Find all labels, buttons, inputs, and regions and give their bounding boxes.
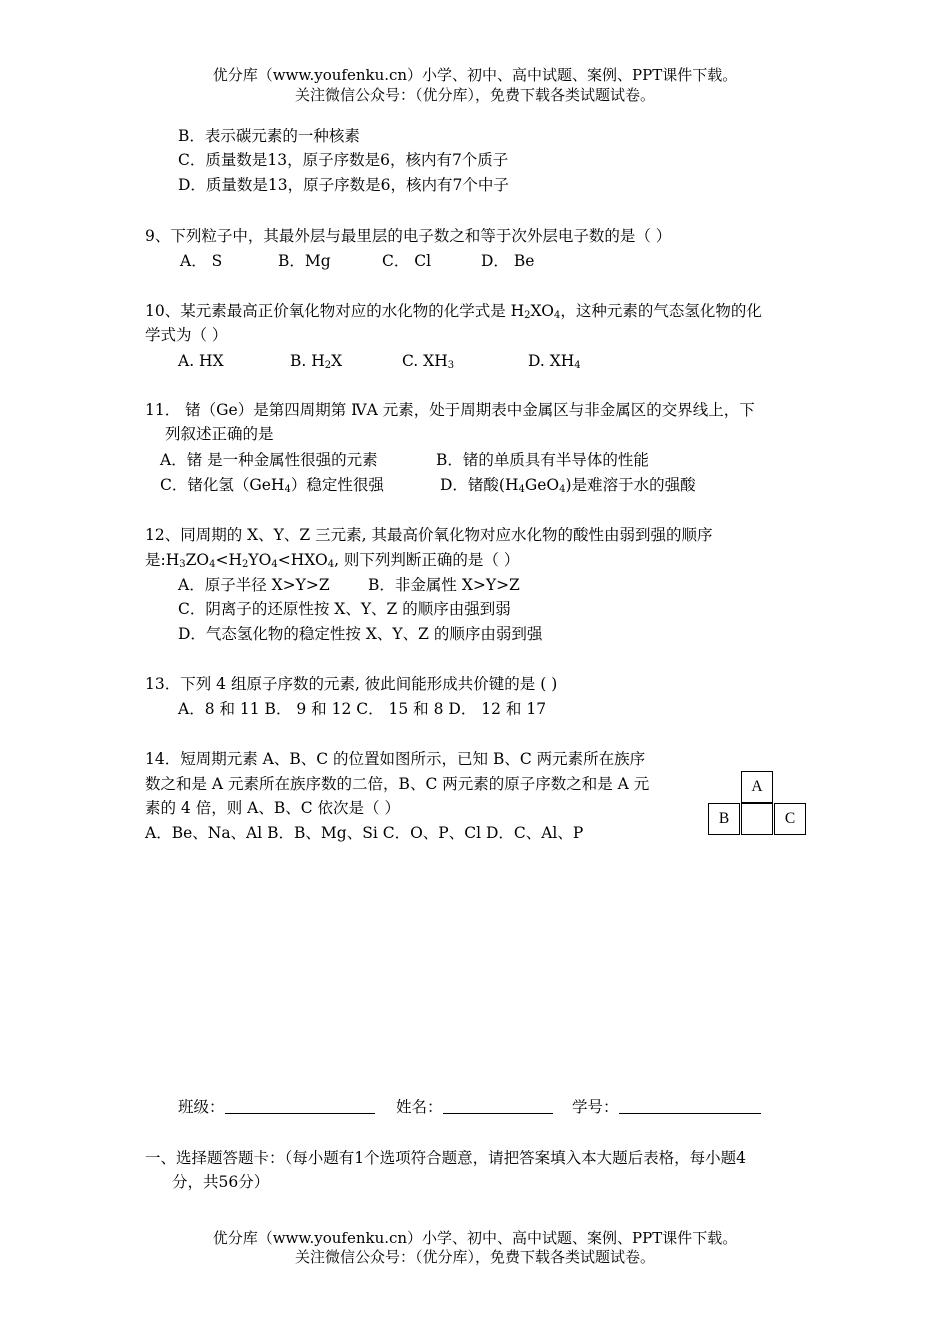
- q12-option-b: B．非金属性 X>Y>Z: [368, 576, 520, 594]
- header-line-1: 优分库（www.youfenku.cn）小学、初中、高中试题、案例、PPT课件下载。: [212, 66, 738, 84]
- table-cell-empty: [741, 803, 773, 835]
- q11-option-a: A．锗 是一种金属性很强的元素: [160, 451, 378, 469]
- q10-stem: 10、某元素最高正价氧化物对应的水化物的化学式是 $H_2XO_4$，这种元素的气态氢化物的化: [145, 302, 762, 321]
- q9-stem: 9、下列粒子中，其最外层与最里层的电子数之和等于次外层电子数的是（ ）: [145, 227, 672, 245]
- q11-stem: 11． 锗（Ge）是第四周期第 ⅣA 元素，处于周期表中金属区与非金属区的交界线上，下: [145, 401, 755, 419]
- q12-option-a: A．原子半径 X>Y>Z: [178, 576, 330, 594]
- q12-option-c: C．阴离子的还原性按 X、Y、Z 的顺序由强到弱: [178, 600, 511, 618]
- footer-line-2: 关注微信公众号：（优分库），免费下载各类试题试卷。: [294, 1248, 655, 1266]
- class-blank[interactable]: [225, 1097, 375, 1114]
- q11-option-c: C．锗化氢（GeH$_4$）稳定性很强: [160, 476, 384, 495]
- name-label: 姓名：: [396, 1098, 443, 1116]
- table-cell-c: C: [774, 803, 806, 835]
- q9-option-a: A． S: [180, 252, 223, 270]
- q9-option-d: D． Be: [481, 252, 535, 270]
- class-label: 班级：: [178, 1098, 225, 1116]
- name-blank[interactable]: [443, 1097, 553, 1114]
- q14-stem-line-3: 素的 4 倍，则 A、B、C 依次是（ ）: [145, 799, 400, 817]
- q11-option-b: B．锗的单质具有半导体的性能: [436, 451, 649, 469]
- q10-option-a: A. HX: [178, 352, 224, 370]
- table-cell-a: A: [741, 771, 773, 803]
- table-cell-b: B: [708, 803, 740, 835]
- student-id-label: 学号：: [572, 1098, 619, 1116]
- section-1-title: 一、选择题答题卡：（每小题有1个选项符合题意，请把答案填入本大题后表格，每小题4: [145, 1149, 746, 1167]
- q11-option-d: D．锗酸$(H_4GeO_4)$是难溶于水的强酸: [440, 476, 696, 495]
- q11-stem-line-2: 列叙述正确的是: [165, 425, 274, 443]
- q10-option-d: D. $XH_4$: [528, 352, 581, 371]
- student-id-field: [572, 1097, 761, 1117]
- name-field: [396, 1097, 553, 1117]
- header-line-2: 关注微信公众号：（优分库），免费下载各类试题试卷。: [294, 86, 655, 104]
- q14-stem-line-1: 14．短周期元素 A、B、C 的位置如图所示，已知 B、C 两元素所在族序: [145, 750, 646, 768]
- q13-options: A．8 和 11 B． 9 和 12 C． 15 和 8 D． 12 和 17: [178, 700, 547, 718]
- q13-stem: 13．下列 4 组原子序数的元素, 彼此间能形成共价键的是 ( ): [145, 675, 558, 693]
- q9-option-c: C． Cl: [382, 252, 432, 270]
- q12-stem-line-2: 是$:H_3ZO_4<H_2YO_4<HXO_4$, 则下列判断正确的是（ ）: [145, 551, 520, 570]
- q12-stem: 12、同周期的 X、Y、Z 三元素, 其最高价氧化物对应水化物的酸性由弱到强的顺序: [145, 526, 713, 544]
- footer-line-1: 优分库（www.youfenku.cn）小学、初中、高中试题、案例、PPT课件下载。: [212, 1229, 738, 1247]
- section-1-title-line-2: 分，共56分）: [172, 1173, 270, 1191]
- q14-stem-line-2: 数之和是 A 元素所在族序数的二倍，B、C 两元素的原子序数之和是 A 元: [145, 775, 650, 793]
- q8-option-d: D．质量数是13，原子序数是6，核内有7个中子: [178, 176, 509, 194]
- student-id-blank[interactable]: [619, 1097, 761, 1114]
- q12-option-d: D．气态氢化物的稳定性按 X、Y、Z 的顺序由弱到强: [178, 625, 543, 643]
- q8-option-b: B．表示碳元素的一种核素: [178, 127, 360, 145]
- q8-option-c: C．质量数是13，原子序数是6，核内有7个质子: [178, 151, 509, 169]
- q10-stem-line-2: 学式为（ ）: [145, 326, 228, 344]
- q9-option-b: B．Mg: [278, 252, 331, 270]
- q10-option-c: C. $XH_3$: [402, 352, 455, 371]
- class-field: [178, 1097, 375, 1117]
- q10-option-b: B. $H_2X$: [290, 352, 343, 371]
- q14-options: A．Be、Na、Al B．B、Mg、Si C．O、P、Cl D．C、Al、P: [145, 824, 584, 842]
